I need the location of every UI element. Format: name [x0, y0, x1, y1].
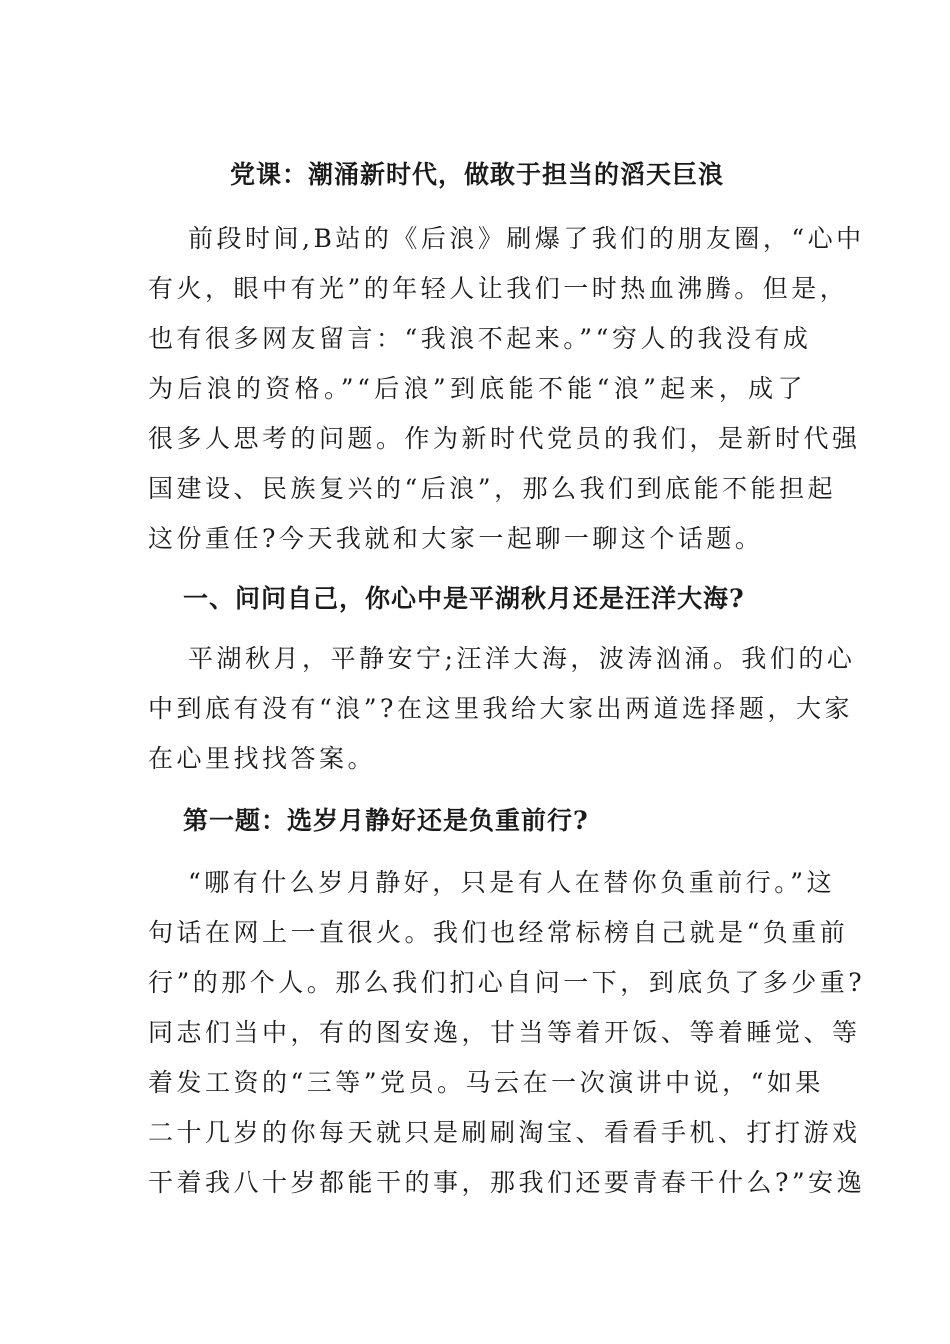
section-heading-1: 一、问问自己，你心中是平湖秋月还是汪洋大海?: [183, 584, 745, 613]
text-line: 也有很多网友留言：“我浪不起来。”“穷人的我没有成: [148, 324, 812, 353]
text-line: 着发工资的“三等”党员。马云在一次演讲中说，“如果: [148, 1068, 824, 1097]
text-line: 很多人思考的问题。作为新时代党员的我们，是新时代强: [148, 424, 861, 453]
text-line: 国建设、民族复兴的“后浪”，那么我们到底能不能担起: [148, 474, 837, 503]
text-line: “哪有什么岁月静好，只是有人在替你负重前行。”这: [188, 868, 836, 897]
text-line: 行”的那个人。那么我们扪心自问一下，到底负了多少重?: [148, 968, 866, 997]
text-line: 句话在网上一直很火。我们也经常标榜自己就是“负重前: [148, 918, 849, 947]
text-line: 平湖秋月，平静安宁;汪洋大海，波涛汹涌。我们的心: [188, 644, 856, 673]
sub-heading-question-1: 第一题：选岁月静好还是负重前行?: [183, 806, 589, 835]
text-line: 同志们当中，有的图安逸，甘当等着开饭、等着睡觉、等: [148, 1018, 861, 1047]
paragraph-section-1: [148, 634, 856, 784]
paragraph-question-1: [148, 858, 866, 1208]
text-line: 为后浪的资格。”“后浪”到底能不能“浪”起来，成了: [148, 374, 806, 403]
text-line: 前段时间,B站的《后浪》刷爆了我们的朋友圈，“心中: [188, 224, 865, 253]
text-line: 中到底有没有“浪”?在这里我给大家出两道选择题，大家: [148, 694, 853, 723]
text-line: 这份重任?今天我就和大家一起聊一聊这个话题。: [148, 524, 764, 553]
document-title: 党课：潮涌新时代，做敢于担当的滔天巨浪: [229, 160, 724, 189]
text-line: 干着我八十岁都能干的事，那我们还要青春干什么?”安逸: [148, 1168, 866, 1197]
text-line: 二十几岁的你每天就只是刷刷淘宝、看看手机、打打游戏: [148, 1118, 861, 1147]
text-line: 在心里找找答案。: [148, 744, 377, 773]
text-line: 有火，眼中有光”的年轻人让我们一时热血沸腾。但是，: [148, 274, 849, 303]
paragraph-intro: [148, 214, 865, 564]
